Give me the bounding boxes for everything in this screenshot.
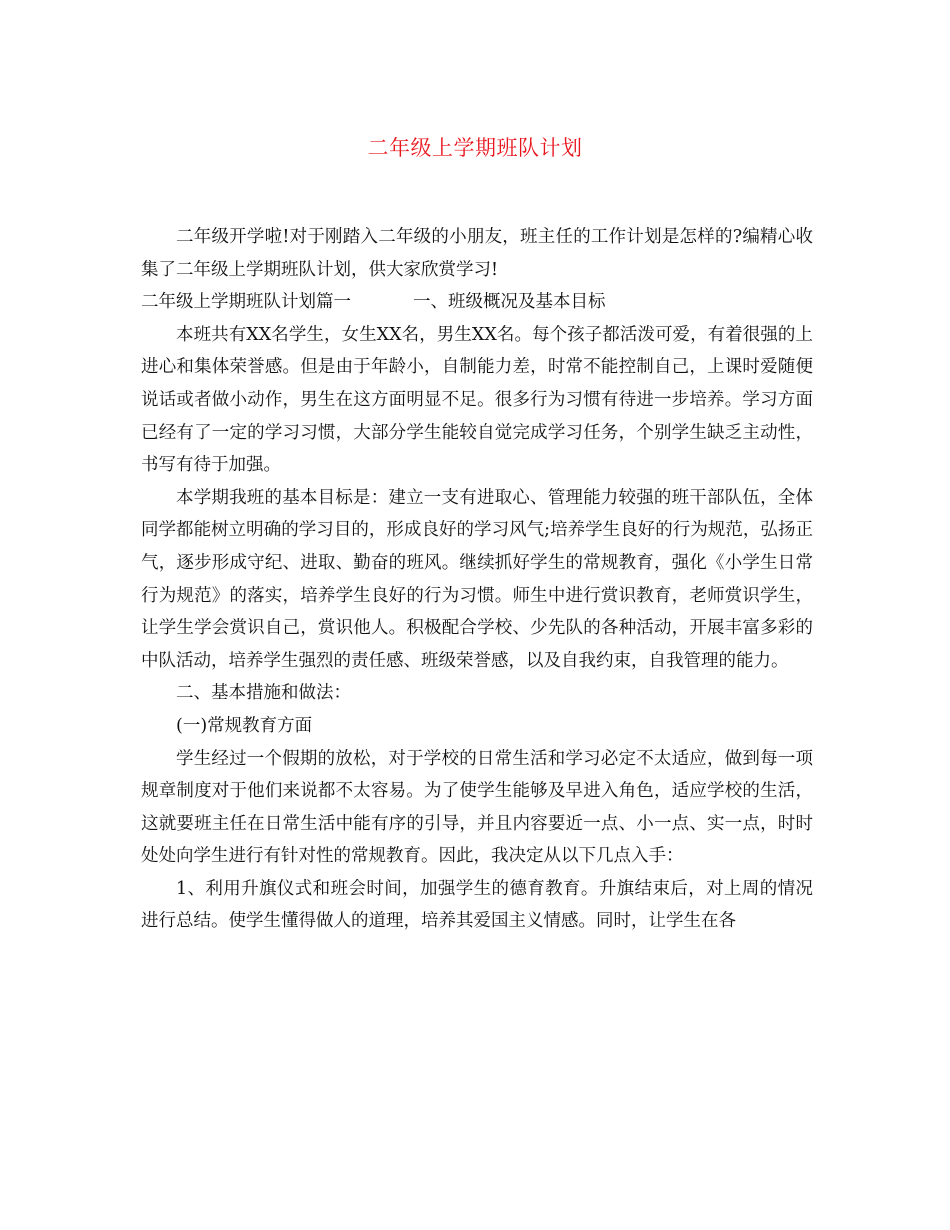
class-overview-paragraph: 本班共有XX名学生，女生XX名，男生XX名。每个孩子都活泼可爱，有着很强的上进心和集体荣誉感。但是由于年龄小，自制能力差，时常不能控制自己，上课时爱随便说话或者做小动作，男生在这方面明显不足。很多行为习惯有待进一步培养。学习方面已经有了一定的学习习惯，大部分学生能较自觉完成学习任务，个别学生缺乏主动性，书写有待于加强。: [141, 324, 813, 476]
document-title: 二年级上学期班队计划: [367, 136, 583, 160]
plan-part-heading: 二年级上学期班队计划篇一: [141, 292, 351, 313]
routine-education-paragraph: 学生经过一个假期的放松，对于学校的日常生活和学习必定不太适应，做到每一项规章制度对于他们来说都不太容易。为了使学生能够及早进入角色，适应学校的生活，这就要班主任在日常生活中能有序的引导，并且内容要近一点、小一点、实一点，时时处处向学生进行有针对性的常规教育。因此，我决定从以下几点入手：: [141, 748, 813, 867]
document-body: [141, 221, 813, 938]
measure-item-1-paragraph: 1、利用升旗仪式和班会时间，加强学生的德育教育。升旗结束后，对上周的情况进行总结。使学生懂得做人的道理，培养其爱国主义情感。同时，让学生在各: [141, 878, 813, 932]
subsection-routine-heading: (一)常规教育方面: [176, 715, 313, 736]
section-two-heading: 二、基本措施和做法：: [176, 683, 351, 704]
intro-paragraph: 二年级开学啦!对于刚踏入二年级的小朋友，班主任的工作计划是怎样的?编精心收集了二年级上学期班队计划，供大家欣赏学习!: [141, 227, 813, 280]
section-one-heading: 一、班级概况及基本目标: [413, 292, 606, 313]
section-heading-line: [141, 286, 813, 319]
class-goals-paragraph: 本学期我班的基本目标是：建立一支有进取心、管理能力较强的班干部队伍，全体同学都能树立明确的学习目的，形成良好的学习风气;培养学生良好的行为规范，弘扬正气，逐步形成守纪、进取、勤奋的班风。继续抓好学生的常规教育，强化《小学生日常行为规范》的落实，培养学生良好的行为习惯。师生中进行赏识教育，老师赏识学生，让学生学会赏识自己，赏识他人。积极配合学校、少先队的各种活动，开展丰富多彩的中队活动，培养学生强烈的责任感、班级荣誉感，以及自我约束，自我管理的能力。: [141, 487, 813, 671]
